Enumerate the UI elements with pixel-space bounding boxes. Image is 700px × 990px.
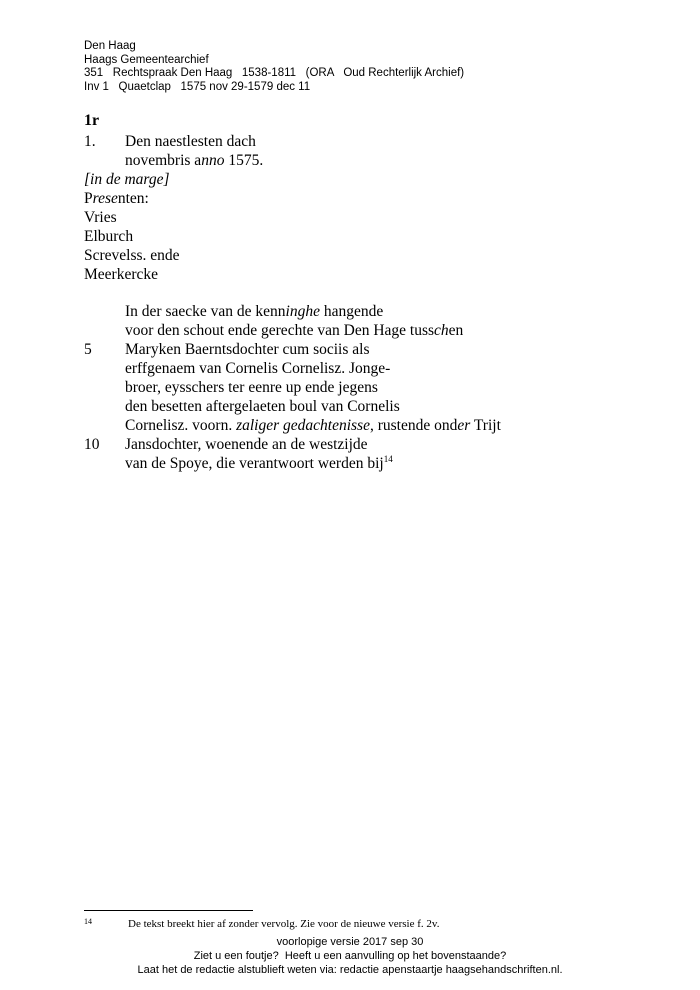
body-line-7: Cornelisz. voorn. zaliger gedachtenisse, rustende onder Trijt (125, 417, 501, 434)
body-line-3: Maryken Baerntsdochter cum sociis als (125, 341, 370, 358)
body-line-1: In der saecke van de kenninghe hangende (125, 303, 384, 320)
document-header (84, 40, 464, 94)
body-line-6: den besetten aftergelaeten boul van Cornelis (125, 398, 400, 415)
present-name: Vries (84, 209, 117, 226)
footnote-text: De tekst breekt hier af zonder vervolg. Zie voor de nieuwe versie f. 2v. (128, 918, 440, 930)
footer-version: voorlopige versie 2017 sep 30 (276, 936, 424, 948)
present-name: Meerkercke (84, 266, 159, 283)
header-collection: 351 Rechtspraak Den Haag 1538-1811 (ORA Oud Rechterlijk Archief) (84, 67, 465, 79)
body-line-5: broer, eysschers ter eenre up ende jegens (125, 379, 378, 396)
entry-date-line-1: Den naestlesten dach (125, 133, 256, 150)
present-name: Screvelss. ende (84, 247, 180, 264)
body-line-8: Jansdochter, woenende an de westzijde (125, 436, 368, 453)
footnote-mark: 14 (84, 917, 92, 926)
line-number-10: 10 (84, 436, 100, 453)
body-line-9: van de Spoye, die verantwoort werden bij$^{14}$ (125, 453, 393, 472)
header-inventory: Inv 1 Quaetclap 1575 nov 29-1579 dec 11 (84, 80, 311, 93)
footnote-reference[interactable]: 14 (383, 453, 393, 464)
header-archive: Haags Gemeentearchief (84, 53, 209, 66)
margin-note: [in de marge] (84, 171, 170, 188)
presenten-label: Presenten: (84, 190, 149, 207)
folio-number: 1r (84, 112, 100, 129)
entry-date-line-2: novembris anno 1575. (125, 152, 264, 169)
entry-number: 1. (84, 133, 96, 150)
footer-contact: Laat het de redactie alstublieft weten via: redactie apenstaartje haagsehandschriften.nl. (137, 964, 563, 976)
footnote-divider (84, 910, 253, 911)
body-line-2: voor den schout ende gerechte van Den Hage tusschen (125, 322, 464, 339)
body-line-4: erffgenaem van Cornelis Cornelisz. Jonge- (125, 360, 391, 377)
header-city: Den Haag (84, 40, 136, 52)
footer-question: Ziet u een foutje? Heeft u een aanvulling op het bovenstaande? (193, 950, 507, 962)
line-number-5: 5 (84, 341, 92, 358)
present-name: Elburch (84, 228, 134, 245)
